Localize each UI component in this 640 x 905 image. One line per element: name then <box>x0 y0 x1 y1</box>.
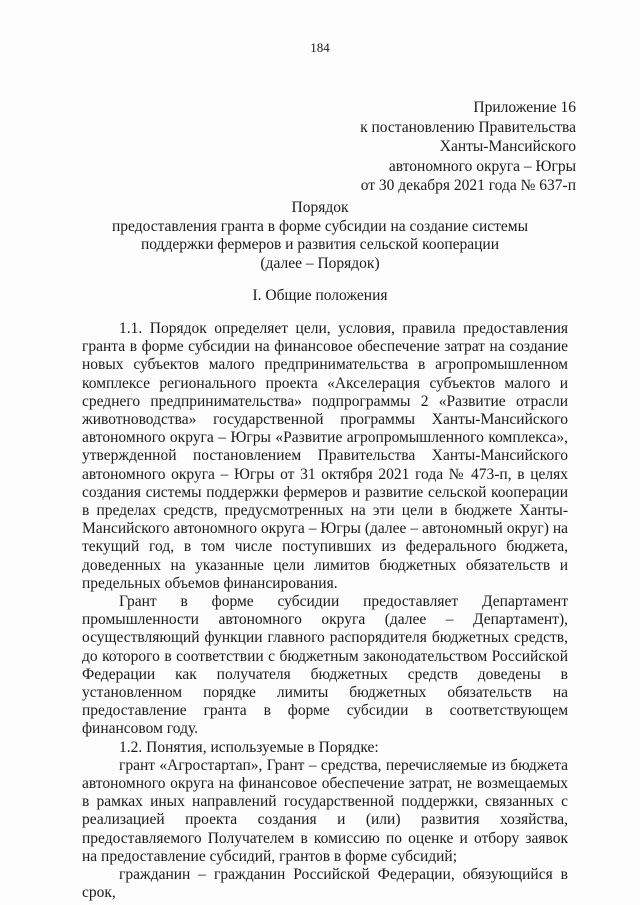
paragraph: гражданин – гражданин Российской Федерации, обязующийся в срок, <box>82 866 568 902</box>
body-text <box>82 320 568 903</box>
appendix-line: Приложение 16 <box>473 99 576 116</box>
document-title <box>0 199 640 273</box>
appendix-line: автономного округа – Югры <box>388 157 576 175</box>
title-line: Порядок <box>291 199 349 216</box>
paragraph: 1.2. Понятия, используемые в Порядке: <box>119 738 379 756</box>
section-heading: I. Общие положения <box>252 287 388 304</box>
title-line: (далее – Порядок) <box>260 254 380 272</box>
title-line: поддержки фермеров и развития сельской кооперации <box>140 236 500 253</box>
page-number: 184 <box>310 40 330 55</box>
title-line: предоставления гранта в форме субсидии на создание системы <box>111 217 529 235</box>
appendix-block <box>360 98 576 196</box>
appendix-line: от 30 декабря 2021 года № 637-п <box>360 177 576 194</box>
paragraph: грант «Агростартап», Грант – средства, перечисляемые из бюджета автономного округа на финансовое обеспечение затрат, не возмещаемых в рамках иных направлений государственной поддержки, связанных с реализацией проекта создания и (или) развития хозяйства, предоставляемого Получателем в комиссию по оценке и отбору заявок на предоставление субсидий, грантов в форме субсидий; <box>82 756 568 865</box>
paragraph: 1.1. Порядок определяет цели, условия, правила предоставления гранта в форме субсидии на финансовое обеспечение затрат на создание новых субъектов малого предпринимательства в агропромышленном комплексе регионального проекта «Акселерация субъектов малого и среднего предпринимательства» подпрограммы 2 «Развитие отрасли животноводства» государственной программы Ханты-Мансийского автономного округа – Югры «Развитие агропромышленного комплекса», утвержденной постановлением Правительства Ханты-Мансийского автономного округа – Югры от 31 октября 2021 года № 473-п, в целях создания системы поддержки фермеров и развитие сельской кооперации в пределах средств, предусмотренных на эти цели в бюджете Ханты-Мансийского автономного округа – Югры (далее – автономный округ) на текущий год, в том числе поступивших из федерального бюджета, доведенных на указанные цели лимитов бюджетных обязательств и предельных объемов финансирования. <box>82 320 568 592</box>
paragraph: Грант в форме субсидии предоставляет Департамент промышленности автономного округа (далее – Департамент), осуществляющий функции главного распорядителя бюджетных средств, до которого в соответствии с бюджетным законодательством Российской Федерации как получателя бюджетных средств доведены в установленном порядке лимиты бюджетных обязательств на предоставление гранта в форме субсидии в соответствующем финансовом году. <box>82 593 568 738</box>
appendix-line: к постановлению Правительства <box>360 118 576 136</box>
appendix-line: Ханты-Мансийского <box>439 138 576 155</box>
